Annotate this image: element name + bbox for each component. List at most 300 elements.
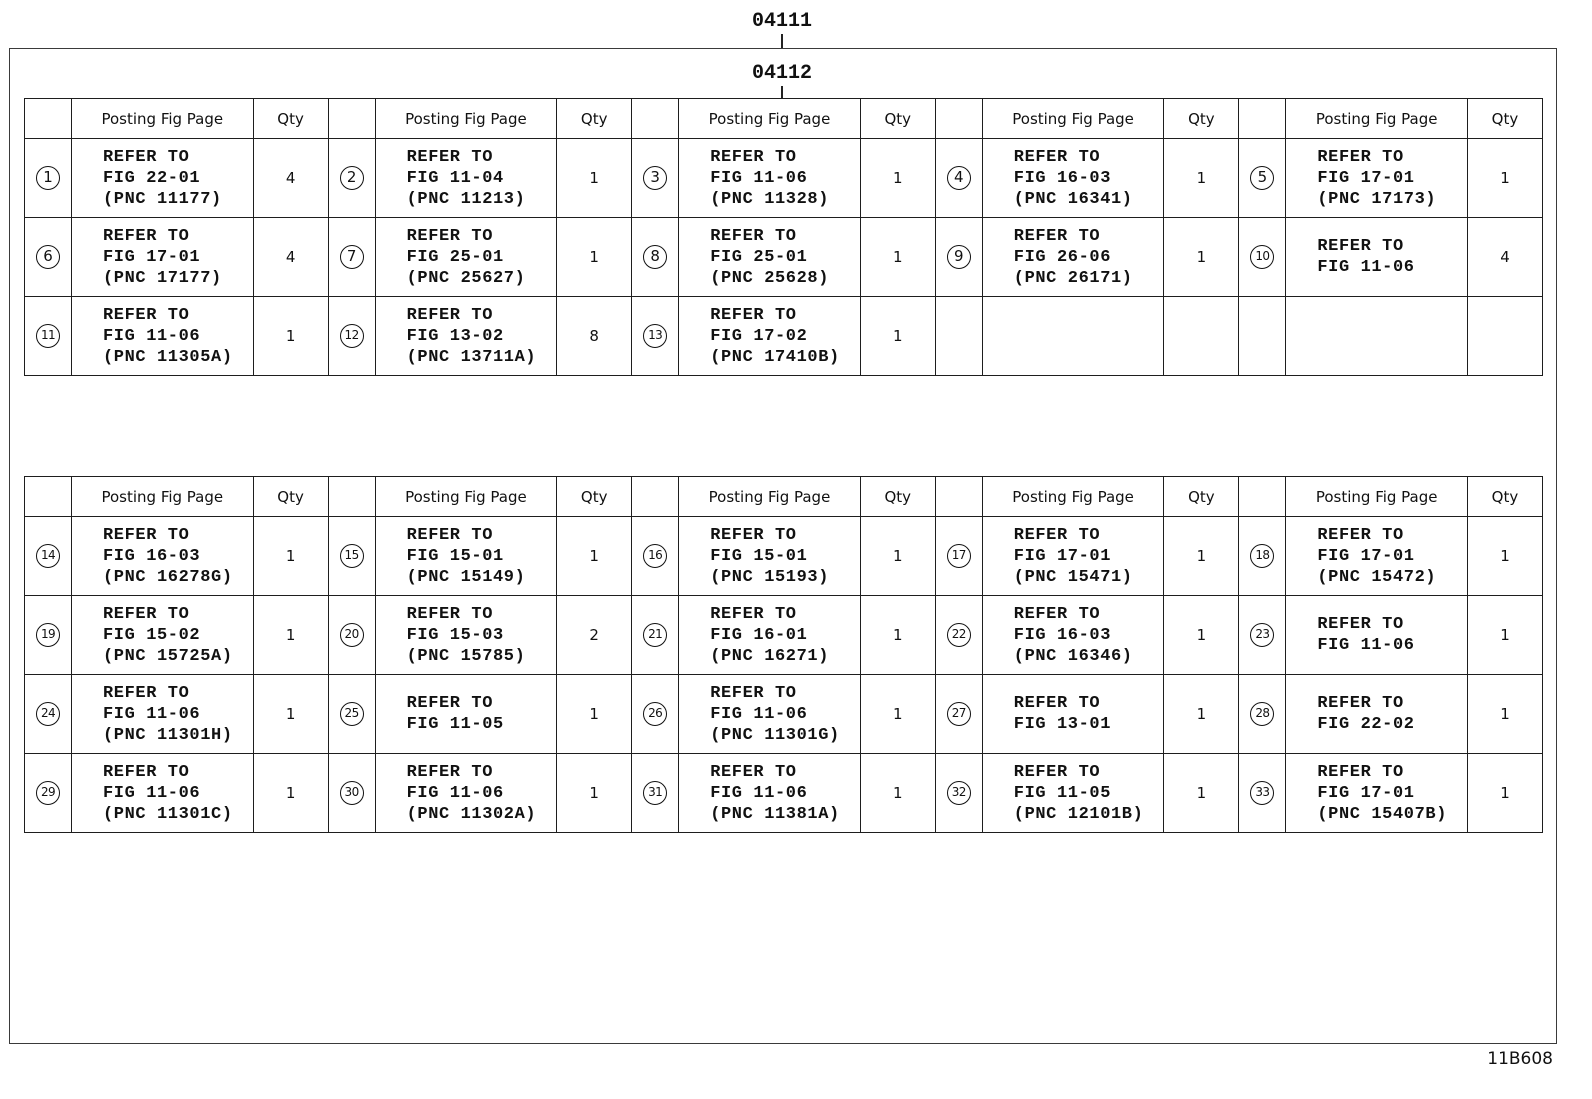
refer-to-label: REFER TO <box>103 604 190 624</box>
header-row <box>25 99 1543 139</box>
fig-reference: FIG 11-06 <box>710 704 808 724</box>
header-qty: Qty <box>1467 477 1542 517</box>
qty-value: 1 <box>285 784 296 802</box>
qty-value: 1 <box>893 169 903 187</box>
fig-reference: FIG 11-04 <box>406 168 504 188</box>
qty-cell <box>557 218 632 297</box>
qty-value: 8 <box>589 327 599 345</box>
posting-fig-page-cell <box>72 675 254 754</box>
qty-value: 1 <box>893 705 903 723</box>
qty-value: 1 <box>1196 626 1207 644</box>
qty-value: 1 <box>285 705 296 723</box>
table-row <box>25 218 1543 297</box>
refer-to-label: REFER TO <box>1013 226 1101 246</box>
posting-fig-page-cell <box>679 218 861 297</box>
empty-cell <box>1239 297 1286 376</box>
qty-cell <box>860 218 935 297</box>
callout-number[interactable]: 22 <box>947 623 971 647</box>
qty-value: 1 <box>589 705 599 723</box>
callout-number[interactable]: 6 <box>36 245 60 269</box>
qty-cell <box>1164 139 1239 218</box>
qty-value: 1 <box>1500 626 1510 644</box>
refer-to-label: REFER TO <box>406 694 494 713</box>
qty-value: 1 <box>893 626 903 644</box>
refer-to-label: REFER TO <box>1317 237 1404 256</box>
refer-to-label: REFER TO <box>710 525 797 545</box>
callout-number[interactable]: 31 <box>643 781 667 805</box>
qty-value: 1 <box>893 784 903 802</box>
refer-to-label: REFER TO <box>1013 762 1101 782</box>
leader-line-sub <box>781 86 783 98</box>
fig-reference: FIG 15-02 <box>103 625 201 645</box>
callout-number[interactable]: 7 <box>340 245 364 269</box>
qty-value: 1 <box>1500 705 1510 723</box>
pnc-reference: (PNC 15725A) <box>103 646 233 666</box>
posting-fig-page-cell <box>1286 675 1468 754</box>
refer-to-label: REFER TO <box>710 604 797 624</box>
qty-cell <box>1164 754 1239 833</box>
callout-number[interactable]: 5 <box>1250 166 1274 190</box>
posting-fig-page-cell <box>375 297 557 376</box>
reference-table-2 <box>24 476 1543 833</box>
callout-number[interactable]: 24 <box>36 702 60 726</box>
callout-cell <box>1239 517 1286 596</box>
fig-reference: FIG 16-01 <box>710 625 808 645</box>
table-header <box>25 477 1543 517</box>
callout-cell <box>935 517 982 596</box>
callout-number[interactable]: 19 <box>36 623 60 647</box>
qty-cell <box>253 596 328 675</box>
header-posting-fig-page: Posting Fig Page <box>982 477 1164 517</box>
qty-value: 1 <box>1196 705 1207 723</box>
qty-value: 1 <box>285 626 296 644</box>
callout-cell <box>935 754 982 833</box>
callout-cell <box>632 297 679 376</box>
callout-number[interactable]: 1 <box>36 166 60 190</box>
callout-cell <box>328 139 375 218</box>
pnc-reference: (PNC 13711A) <box>406 347 537 367</box>
refer-to-label: REFER TO <box>710 147 797 167</box>
table-row <box>25 596 1543 675</box>
refer-to-label: REFER TO <box>103 762 190 782</box>
pnc-reference: (PNC 15407B) <box>1317 804 1447 824</box>
callout-number[interactable]: 2 <box>340 166 364 190</box>
table-row <box>25 517 1543 596</box>
qty-cell <box>253 754 328 833</box>
callout-cell <box>25 596 72 675</box>
refer-to-label: REFER TO <box>103 226 190 246</box>
qty-cell <box>1164 596 1239 675</box>
callout-cell <box>935 596 982 675</box>
refer-to-label: REFER TO <box>103 525 190 545</box>
callout-number[interactable]: 25 <box>340 702 364 726</box>
qty-value: 1 <box>589 248 599 266</box>
posting-fig-page-cell <box>72 596 254 675</box>
pnc-reference: (PNC 17177) <box>103 268 222 288</box>
callout-number[interactable]: 8 <box>643 245 667 269</box>
pnc-reference: (PNC 11213) <box>406 189 526 209</box>
qty-cell <box>860 517 935 596</box>
refer-to-label: REFER TO <box>406 525 494 545</box>
header-qty: Qty <box>860 99 935 139</box>
fig-reference: FIG 16-03 <box>1013 168 1111 188</box>
callout-cell <box>632 218 679 297</box>
refer-to-label: REFER TO <box>406 604 494 624</box>
posting-fig-page-cell <box>375 517 557 596</box>
qty-cell <box>253 675 328 754</box>
qty-cell <box>1467 517 1542 596</box>
qty-cell <box>1164 517 1239 596</box>
callout-number[interactable]: 11 <box>36 324 60 348</box>
refer-to-label: REFER TO <box>1013 604 1101 624</box>
qty-value: 1 <box>589 547 599 565</box>
empty-cell <box>935 297 982 376</box>
refer-to-label: REFER TO <box>103 147 190 167</box>
pnc-reference: (PNC 11301H) <box>103 725 233 745</box>
callout-number[interactable]: 9 <box>947 245 971 269</box>
table-row <box>25 675 1543 754</box>
qty-cell <box>557 596 632 675</box>
header-posting-fig-page: Posting Fig Page <box>982 99 1164 139</box>
posting-fig-page-cell <box>72 139 254 218</box>
qty-cell <box>860 139 935 218</box>
leader-line-top <box>781 34 783 48</box>
posting-fig-page-cell <box>982 218 1164 297</box>
posting-fig-page-cell <box>1286 596 1468 675</box>
pnc-reference: (PNC 17410B) <box>710 347 840 367</box>
fig-reference: FIG 11-06 <box>103 326 201 346</box>
header-posting-fig-page: Posting Fig Page <box>375 477 557 517</box>
posting-fig-page-cell <box>679 517 861 596</box>
header-callout-column <box>328 477 375 517</box>
fig-reference: FIG 17-01 <box>1317 783 1415 803</box>
refer-to-label: REFER TO <box>710 226 797 246</box>
pnc-reference: (PNC 16346) <box>1013 646 1133 666</box>
qty-value: 1 <box>1500 547 1510 565</box>
callout-cell <box>25 139 72 218</box>
callout-number[interactable]: 33 <box>1250 781 1274 805</box>
posting-fig-page-cell <box>679 596 861 675</box>
callout-cell <box>328 596 375 675</box>
refer-to-label: REFER TO <box>1317 762 1404 782</box>
posting-fig-page-cell <box>375 218 557 297</box>
callout-number[interactable]: 28 <box>1250 702 1274 726</box>
qty-cell <box>557 517 632 596</box>
table-header <box>25 99 1543 139</box>
callout-number[interactable]: 23 <box>1250 623 1274 647</box>
callout-number[interactable]: 4 <box>947 166 971 190</box>
callout-cell <box>25 218 72 297</box>
table-row <box>25 754 1543 833</box>
refer-to-label: REFER TO <box>406 762 494 782</box>
callout-cell <box>935 218 982 297</box>
fig-reference: FIG 11-06 <box>1317 258 1415 277</box>
fig-reference: FIG 13-02 <box>406 326 504 346</box>
figure-code: 11B608 <box>1487 1049 1553 1069</box>
callout-number[interactable]: 12 <box>340 324 364 348</box>
posting-fig-page-cell <box>1286 517 1468 596</box>
fig-reference: FIG 17-01 <box>103 247 201 267</box>
empty-cell <box>1164 297 1239 376</box>
qty-value: 4 <box>285 169 296 187</box>
qty-value: 1 <box>1196 784 1207 802</box>
callout-number[interactable]: 13 <box>643 324 667 348</box>
refer-to-label: REFER TO <box>406 226 494 246</box>
callout-number[interactable]: 29 <box>36 781 60 805</box>
callout-number[interactable]: 15 <box>340 544 364 568</box>
pnc-reference: (PNC 15149) <box>406 567 526 587</box>
callout-cell <box>328 754 375 833</box>
callout-cell <box>1239 675 1286 754</box>
qty-value: 4 <box>1500 248 1510 266</box>
header-qty: Qty <box>1467 99 1542 139</box>
posting-fig-page-cell <box>375 139 557 218</box>
pnc-reference: (PNC 26171) <box>1013 268 1133 288</box>
pnc-reference: (PNC 16271) <box>710 646 830 666</box>
callout-cell <box>25 297 72 376</box>
pnc-reference: (PNC 11305A) <box>103 347 233 367</box>
qty-cell <box>1467 596 1542 675</box>
callout-number[interactable]: 26 <box>643 702 667 726</box>
callout-cell <box>935 139 982 218</box>
pnc-reference: (PNC 11328) <box>710 189 830 209</box>
refer-to-label: REFER TO <box>1013 694 1101 713</box>
posting-fig-page-cell <box>982 754 1164 833</box>
posting-fig-page-cell <box>982 596 1164 675</box>
posting-fig-page-cell <box>679 754 861 833</box>
header-posting-fig-page: Posting Fig Page <box>1286 99 1468 139</box>
posting-fig-page-cell <box>982 675 1164 754</box>
callout-cell <box>632 139 679 218</box>
posting-fig-page-cell <box>982 517 1164 596</box>
qty-cell <box>557 297 632 376</box>
posting-fig-page-cell <box>1286 754 1468 833</box>
header-qty: Qty <box>253 99 328 139</box>
callout-cell <box>25 675 72 754</box>
posting-fig-page-cell <box>72 297 254 376</box>
callout-number[interactable]: 14 <box>36 544 60 568</box>
callout-cell <box>328 517 375 596</box>
assembly-label-top: 04111 <box>751 10 812 33</box>
pnc-reference: (PNC 15471) <box>1013 567 1133 587</box>
header-qty: Qty <box>860 477 935 517</box>
posting-fig-page-cell <box>982 139 1164 218</box>
callout-number[interactable]: 32 <box>947 781 971 805</box>
refer-to-label: REFER TO <box>710 305 797 325</box>
qty-value: 1 <box>893 547 903 565</box>
refer-to-label: REFER TO <box>1317 615 1404 634</box>
pnc-reference: (PNC 16341) <box>1013 189 1133 209</box>
qty-value: 1 <box>1500 784 1510 802</box>
fig-reference: FIG 11-06 <box>710 783 808 803</box>
pnc-reference: (PNC 15193) <box>710 567 830 587</box>
qty-cell <box>860 596 935 675</box>
table-body <box>25 517 1543 833</box>
header-qty: Qty <box>557 99 632 139</box>
qty-cell <box>253 517 328 596</box>
pnc-reference: (PNC 12101B) <box>1013 804 1144 824</box>
refer-to-label: REFER TO <box>103 305 190 325</box>
qty-value: 1 <box>285 327 296 345</box>
table-row <box>25 139 1543 218</box>
posting-fig-page-cell <box>72 218 254 297</box>
fig-reference: FIG 16-03 <box>1013 625 1111 645</box>
qty-cell <box>253 218 328 297</box>
qty-cell <box>860 675 935 754</box>
fig-reference: FIG 25-01 <box>406 247 504 267</box>
fig-reference: FIG 11-06 <box>103 783 201 803</box>
posting-fig-page-cell <box>679 139 861 218</box>
header-callout-column <box>632 477 679 517</box>
qty-cell <box>253 139 328 218</box>
reference-table-1 <box>24 98 1543 376</box>
qty-cell <box>1467 675 1542 754</box>
empty-cell <box>1467 297 1542 376</box>
refer-to-label: REFER TO <box>710 683 797 703</box>
refer-to-label: REFER TO <box>1013 147 1101 167</box>
callout-cell <box>328 675 375 754</box>
qty-cell <box>557 139 632 218</box>
refer-to-label: REFER TO <box>710 762 797 782</box>
header-posting-fig-page: Posting Fig Page <box>679 99 861 139</box>
callout-cell <box>935 675 982 754</box>
pnc-reference: (PNC 15472) <box>1317 567 1437 587</box>
callout-number[interactable]: 27 <box>947 702 971 726</box>
qty-cell <box>1164 675 1239 754</box>
qty-cell <box>860 754 935 833</box>
header-callout-column <box>935 477 982 517</box>
callout-cell <box>1239 218 1286 297</box>
qty-value: 1 <box>589 169 599 187</box>
pnc-reference: (PNC 15785) <box>406 646 526 666</box>
fig-reference: FIG 11-06 <box>103 704 201 724</box>
header-callout-column <box>1239 99 1286 139</box>
qty-value: 1 <box>1196 248 1207 266</box>
header-posting-fig-page: Posting Fig Page <box>375 99 557 139</box>
fig-reference: FIG 25-01 <box>710 247 808 267</box>
pnc-reference: (PNC 16278G) <box>103 567 233 587</box>
header-posting-fig-page: Posting Fig Page <box>679 477 861 517</box>
refer-to-label: REFER TO <box>1317 694 1404 713</box>
callout-number[interactable]: 3 <box>643 166 667 190</box>
qty-value: 1 <box>893 327 903 345</box>
qty-value: 1 <box>1196 547 1207 565</box>
posting-fig-page-cell <box>679 297 861 376</box>
qty-value: 1 <box>1196 169 1207 187</box>
fig-reference: FIG 22-01 <box>103 168 201 188</box>
fig-reference: FIG 11-06 <box>1317 636 1415 655</box>
callout-cell <box>25 754 72 833</box>
table-body <box>25 139 1543 376</box>
qty-cell <box>1164 218 1239 297</box>
refer-to-label: REFER TO <box>406 147 494 167</box>
callout-cell <box>328 218 375 297</box>
qty-cell <box>253 297 328 376</box>
fig-reference: FIG 11-05 <box>406 715 504 734</box>
posting-fig-page-cell <box>375 675 557 754</box>
callout-cell <box>328 297 375 376</box>
header-qty: Qty <box>557 477 632 517</box>
fig-reference: FIG 16-03 <box>103 546 201 566</box>
header-qty: Qty <box>253 477 328 517</box>
posting-fig-page-cell <box>375 754 557 833</box>
qty-value: 1 <box>893 248 903 266</box>
fig-reference: FIG 13-01 <box>1013 715 1111 734</box>
table-row <box>25 297 1543 376</box>
callout-number[interactable]: 16 <box>643 544 667 568</box>
callout-number[interactable]: 10 <box>1250 245 1274 269</box>
header-callout-column <box>1239 477 1286 517</box>
callout-cell <box>632 517 679 596</box>
header-posting-fig-page: Posting Fig Page <box>72 477 254 517</box>
callout-number[interactable]: 20 <box>340 623 364 647</box>
qty-cell <box>860 297 935 376</box>
pnc-reference: (PNC 11301C) <box>103 804 233 824</box>
header-callout-column <box>25 99 72 139</box>
refer-to-label: REFER TO <box>406 305 494 325</box>
callout-number[interactable]: 17 <box>947 544 971 568</box>
fig-reference: FIG 17-01 <box>1013 546 1111 566</box>
fig-reference: FIG 11-05 <box>1013 783 1111 803</box>
fig-reference: FIG 17-01 <box>1317 546 1415 566</box>
posting-fig-page-cell <box>375 596 557 675</box>
callout-number[interactable]: 21 <box>643 623 667 647</box>
fig-reference: FIG 11-06 <box>710 168 808 188</box>
qty-cell <box>1467 139 1542 218</box>
callout-cell <box>632 754 679 833</box>
header-qty: Qty <box>1164 477 1239 517</box>
qty-value: 1 <box>1500 169 1510 187</box>
qty-cell <box>557 675 632 754</box>
pnc-reference: (PNC 25628) <box>710 268 830 288</box>
callout-cell <box>1239 139 1286 218</box>
callout-cell <box>632 675 679 754</box>
header-callout-column <box>632 99 679 139</box>
header-callout-column <box>25 477 72 517</box>
pnc-reference: (PNC 25627) <box>406 268 526 288</box>
header-callout-column <box>935 99 982 139</box>
callout-cell <box>1239 596 1286 675</box>
posting-fig-page-cell <box>1286 218 1468 297</box>
fig-reference: FIG 15-01 <box>710 546 808 566</box>
empty-cell <box>982 297 1164 376</box>
callout-cell <box>632 596 679 675</box>
fig-reference: FIG 15-01 <box>406 546 504 566</box>
refer-to-label: REFER TO <box>1317 525 1404 545</box>
fig-reference: FIG 22-02 <box>1317 715 1415 734</box>
posting-fig-page-cell <box>1286 139 1468 218</box>
refer-to-label: REFER TO <box>1317 147 1404 167</box>
pnc-reference: (PNC 11381A) <box>710 804 840 824</box>
refer-to-label: REFER TO <box>103 683 190 703</box>
qty-cell <box>1467 218 1542 297</box>
header-row <box>25 477 1543 517</box>
empty-cell <box>1286 297 1468 376</box>
header-posting-fig-page: Posting Fig Page <box>1286 477 1468 517</box>
callout-cell <box>1239 754 1286 833</box>
callout-number[interactable]: 30 <box>340 781 364 805</box>
qty-value: 1 <box>589 784 599 802</box>
callout-cell <box>25 517 72 596</box>
assembly-label-sub: 04112 <box>751 62 812 85</box>
callout-number[interactable]: 18 <box>1250 544 1274 568</box>
refer-to-label: REFER TO <box>1013 525 1101 545</box>
posting-fig-page-cell <box>72 754 254 833</box>
posting-fig-page-cell <box>679 675 861 754</box>
fig-reference: FIG 17-01 <box>1317 168 1415 188</box>
qty-cell <box>1467 754 1542 833</box>
pnc-reference: (PNC 11301G) <box>710 725 840 745</box>
